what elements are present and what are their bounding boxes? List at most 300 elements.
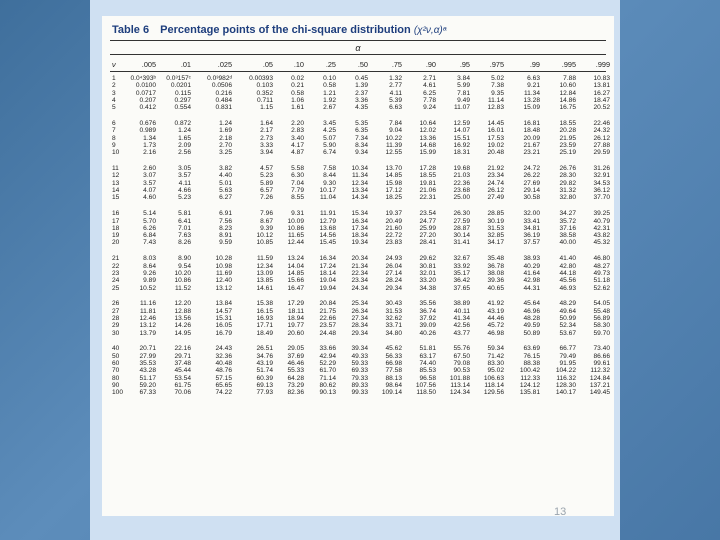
table-cell: 40.29 — [523, 262, 540, 270]
table-cell: 71.14 — [319, 374, 336, 382]
df-cell: 4 — [112, 96, 116, 104]
table-cell: 5.81 — [178, 210, 191, 218]
table-cell: 18.94 — [287, 314, 304, 322]
table-cell: 28.87 — [453, 224, 470, 232]
table-row — [102, 360, 614, 367]
table-cell: 113.14 — [450, 381, 470, 389]
table-cell: 31.41 — [453, 239, 470, 247]
table-cell: 13.34 — [351, 187, 368, 195]
df-cell: 14 — [112, 187, 120, 195]
table-cell: 8.67 — [260, 217, 273, 225]
table-cell: 6.91 — [219, 210, 232, 218]
table-cell: 1.24 — [219, 120, 232, 128]
header-rule — [110, 71, 606, 72]
table-cell: 21.03 — [453, 172, 470, 180]
table-cell: 20.52 — [593, 104, 610, 112]
table-cell: 38.93 — [523, 255, 540, 263]
table-cell: 30.19 — [487, 217, 504, 225]
table-cell: 7.26 — [260, 194, 273, 202]
table-cell: 49.64 — [559, 307, 576, 315]
table-cell: 10.85 — [256, 239, 273, 247]
table-cell: 73.40 — [593, 345, 610, 353]
table-cell: 3.57 — [178, 172, 191, 180]
column-header: .75 — [391, 60, 402, 69]
table-cell: 0.58 — [323, 82, 336, 90]
table-cell: 12.79 — [319, 217, 336, 225]
table-cell: 42.56 — [453, 322, 470, 330]
table-cell: 128.30 — [555, 381, 576, 389]
table-cell: 5.02 — [491, 75, 504, 82]
table-cell: 16.81 — [523, 120, 540, 128]
table-cell: 28.85 — [487, 210, 504, 218]
table-cell: 10.86 — [287, 224, 304, 232]
table-cell: 63.69 — [523, 345, 540, 353]
table-cell: 116.32 — [556, 374, 576, 382]
table-cell: 9.59 — [219, 239, 232, 247]
table-cell: 25.99 — [419, 224, 436, 232]
table-cell: 7.79 — [291, 187, 304, 195]
table-cell: 79.49 — [559, 352, 576, 360]
table-cell: 0.554 — [174, 104, 191, 112]
table-cell: 10.60 — [559, 82, 576, 90]
table-cell: 11.52 — [174, 284, 191, 292]
table-cell: 53.54 — [174, 374, 191, 382]
table-cell: 4.40 — [219, 172, 232, 180]
table-cell: 9.30 — [323, 179, 336, 187]
table-cell: 74.40 — [419, 360, 436, 368]
table-cell: 83.30 — [487, 360, 504, 368]
table-cell: 37.65 — [453, 284, 470, 292]
table-cell: 16.34 — [351, 217, 368, 225]
table-cell: 0.352 — [256, 89, 273, 97]
table-cell: 0.0³157ᶜ — [166, 75, 191, 82]
table-cell: 64.28 — [287, 374, 304, 382]
df-cell: 9 — [112, 141, 116, 149]
table-cell: 35.56 — [419, 300, 436, 308]
df-cell: 3 — [112, 89, 116, 97]
table-cell: 58.30 — [593, 322, 610, 330]
table-row — [102, 104, 614, 111]
table-cell: 29.59 — [593, 149, 610, 157]
table-cell: 0.412 — [139, 104, 156, 112]
table-cell: 67.33 — [139, 389, 156, 397]
table-cell: 18.49 — [256, 329, 273, 337]
table-cell: 52.29 — [319, 360, 336, 368]
df-cell: 29 — [112, 322, 120, 330]
table-cell: 33.66 — [319, 345, 336, 353]
table-cell: 24.48 — [319, 329, 336, 337]
table-cell: 10.20 — [174, 269, 191, 277]
table-cell: 18.55 — [559, 120, 576, 128]
table-cell: 6.25 — [423, 89, 436, 97]
table-cell: 5.89 — [260, 179, 273, 187]
df-cell: 22 — [112, 262, 120, 270]
table-cell: 1.65 — [178, 134, 191, 142]
table-row — [102, 165, 614, 172]
table-cell: 52.34 — [559, 322, 576, 330]
table-cell: 8.64 — [143, 262, 156, 270]
table-cell: 10.83 — [593, 75, 610, 82]
table-cell: 9.39 — [260, 224, 273, 232]
table-cell: 10.12 — [256, 232, 273, 240]
table-cell: 13.79 — [139, 329, 156, 337]
table-cell: 59.20 — [139, 381, 156, 389]
table-cell: 4.60 — [143, 194, 156, 202]
table-cell: 13.68 — [319, 224, 336, 232]
table-cell: 23.54 — [419, 210, 436, 218]
table-cell: 89.33 — [351, 381, 368, 389]
table-cell: 4.07 — [143, 187, 156, 195]
table-cell: 16.01 — [487, 127, 504, 135]
table-cell: 86.66 — [593, 352, 610, 360]
table-cell: 77.58 — [385, 367, 402, 375]
table-cell: 18.47 — [593, 96, 610, 104]
table-cell: 3.33 — [260, 141, 273, 149]
table-cell: 88.38 — [523, 360, 540, 368]
table-cell: 11.91 — [319, 210, 336, 218]
table-cell: 8.90 — [178, 255, 191, 263]
df-header: ν — [112, 60, 116, 69]
table-cell: 23.34 — [351, 277, 368, 285]
table-row — [102, 232, 614, 239]
column-header: .999 — [595, 60, 610, 69]
table-sheet — [102, 16, 614, 516]
table-cell: 15.66 — [287, 277, 304, 285]
table-cell: 40.00 — [559, 239, 576, 247]
table-cell: 34.81 — [523, 224, 540, 232]
table-row — [102, 270, 614, 277]
table-cell: 19.04 — [319, 277, 336, 285]
table-cell: 12.34 — [351, 179, 368, 187]
table-cell: 45.62 — [385, 345, 402, 353]
table-cell: 34.53 — [593, 179, 610, 187]
table-cell: 13.81 — [593, 82, 610, 90]
table-cell: 2.71 — [423, 75, 436, 82]
table-cell: 59.33 — [351, 360, 368, 368]
column-header: .50 — [357, 60, 368, 69]
table-cell: 112.33 — [520, 374, 540, 382]
table-cell: 37.57 — [523, 239, 540, 247]
table-cell: 50.89 — [523, 329, 540, 337]
table-cell: 49.73 — [593, 269, 610, 277]
table-cell: 124.12 — [519, 381, 540, 389]
table-cell: 21.75 — [319, 307, 336, 315]
table-cell: 19.81 — [419, 179, 436, 187]
table-row — [102, 330, 614, 337]
table-cell: 19.68 — [453, 165, 470, 173]
table-cell: 24.43 — [215, 345, 232, 353]
table-cell: 44.18 — [559, 269, 576, 277]
table-cell: 28.41 — [419, 239, 436, 247]
column-header: .99 — [529, 60, 540, 69]
column-header: .005 — [141, 60, 156, 69]
column-header: .95 — [459, 60, 470, 69]
table-cell: 26.12 — [593, 134, 610, 142]
table-cell: 112.32 — [590, 367, 610, 375]
table-cell: 2.20 — [291, 120, 304, 128]
table-cell: 14.68 — [419, 141, 436, 149]
table-cell: 74.22 — [215, 389, 232, 397]
table-cell: 12.88 — [174, 307, 191, 315]
table-cell: 15.34 — [351, 210, 368, 218]
table-cell: 37.92 — [419, 314, 436, 322]
table-cell: 52.62 — [593, 284, 610, 292]
table-cell: 14.95 — [174, 329, 191, 337]
table-cell: 46.98 — [487, 329, 504, 337]
table-cell: 26.22 — [523, 172, 540, 180]
top-rule — [110, 40, 606, 41]
df-cell: 8 — [112, 134, 116, 142]
table-cell: 12.20 — [174, 300, 191, 308]
df-cell: 16 — [112, 210, 120, 218]
table-cell: 55.76 — [453, 345, 470, 353]
table-cell: 7.63 — [178, 232, 191, 240]
page-number: 13 — [554, 506, 567, 518]
table-cell: 14.57 — [215, 307, 232, 315]
table-cell: 46.46 — [287, 360, 304, 368]
table-cell: 41.40 — [559, 255, 576, 263]
table-row — [102, 97, 614, 104]
table-cell: 3.94 — [260, 149, 273, 157]
table-cell: 7.88 — [563, 75, 576, 82]
table-cell: 22.31 — [419, 194, 436, 202]
table-cell: 13.24 — [287, 255, 304, 263]
table-row — [102, 375, 614, 382]
table-cell: 7.56 — [219, 217, 232, 225]
table-cell: 19.94 — [319, 284, 336, 292]
table-cell: 41.64 — [523, 269, 540, 277]
table-cell: 5.07 — [323, 134, 336, 142]
table-cell: 5.39 — [389, 96, 402, 104]
table-cell: 20.09 — [523, 134, 540, 142]
table-cell: 0.0⁴393ᵇ — [130, 75, 156, 82]
table-cell: 95.02 — [487, 367, 504, 375]
table-cell: 70.06 — [174, 389, 191, 397]
column-header: .25 — [325, 60, 336, 69]
table-cell: 30.81 — [419, 262, 436, 270]
table-cell: 2.17 — [260, 127, 273, 135]
table-cell: 137.21 — [589, 381, 610, 389]
table-cell: 15.51 — [453, 134, 470, 142]
table-cell: 16.05 — [215, 322, 232, 330]
table-row — [102, 75, 614, 82]
table-cell: 29.82 — [559, 179, 576, 187]
table-label: Table 6 — [112, 24, 150, 36]
table-cell: 2.70 — [219, 141, 232, 149]
table-cell: 19.37 — [385, 210, 402, 218]
table-cell: 101.88 — [449, 374, 470, 382]
table-cell: 67.50 — [453, 352, 470, 360]
table-cell: 9.89 — [143, 277, 156, 285]
table-cell: 21.67 — [523, 141, 540, 149]
df-cell: 1 — [112, 75, 116, 82]
table-cell: 13.56 — [174, 314, 191, 322]
table-cell: 7.34 — [355, 134, 368, 142]
table-cell: 96.58 — [419, 374, 436, 382]
table-cell: 0.676 — [139, 120, 156, 128]
table-cell: 28.24 — [385, 277, 402, 285]
table-cell: 32.85 — [487, 232, 504, 240]
table-cell: 69.13 — [256, 381, 273, 389]
table-cell: 7.96 — [260, 210, 273, 218]
table-cell: 9.35 — [491, 89, 504, 97]
table-cell: 50.99 — [559, 314, 576, 322]
table-cell: 0.297 — [174, 96, 191, 104]
table-cell: 44.31 — [523, 284, 540, 292]
table-cell: 43.77 — [453, 329, 470, 337]
table-cell: 29.62 — [419, 255, 436, 263]
table-cell: 17.12 — [385, 187, 402, 195]
table-cell: 107.56 — [415, 381, 436, 389]
table-cell: 5.99 — [457, 82, 470, 90]
table-cell: 15.98 — [385, 179, 402, 187]
table-cell: 13.70 — [385, 165, 402, 173]
table-cell: 24.32 — [593, 127, 610, 135]
table-cell: 11.16 — [139, 300, 156, 308]
table-cell: 14.85 — [287, 269, 304, 277]
table-cell: 0.0201 — [170, 82, 191, 90]
table-cell: 6.26 — [143, 224, 156, 232]
table-cell: 15.31 — [215, 314, 232, 322]
table-row — [102, 180, 614, 187]
table-cell: 24.93 — [385, 255, 402, 263]
table-row — [102, 277, 614, 284]
table-cell: 27.69 — [523, 179, 540, 187]
column-header: .025 — [217, 60, 232, 69]
table-cell: 27.49 — [487, 194, 504, 202]
table-cell: 33.20 — [419, 277, 436, 285]
table-cell: 45.56 — [559, 277, 576, 285]
table-cell: 14.86 — [559, 96, 576, 104]
table-cell: 55.48 — [593, 307, 610, 315]
table-cell: 12.34 — [256, 262, 273, 270]
table-cell: 15.09 — [523, 104, 540, 112]
table-row — [102, 225, 614, 232]
table-cell: 14.34 — [351, 194, 368, 202]
table-cell: 2.60 — [143, 165, 156, 173]
table-cell: 44.46 — [487, 314, 504, 322]
table-cell: 4.25 — [323, 127, 336, 135]
table-cell: 5.90 — [323, 141, 336, 149]
table-cell: 20.49 — [385, 217, 402, 225]
table-cell: 10.64 — [419, 120, 436, 128]
table-cell: 22.16 — [174, 345, 191, 353]
table-cell: 34.27 — [559, 210, 576, 218]
table-cell: 77.93 — [256, 389, 273, 397]
table-cell: 4.35 — [355, 104, 368, 112]
table-cell: 45.32 — [593, 239, 610, 247]
table-cell: 5.14 — [143, 210, 156, 218]
table-cell: 11.07 — [453, 104, 470, 112]
table-cell: 36.74 — [419, 307, 436, 315]
table-cell: 3.05 — [178, 165, 191, 173]
table-cell: 13.84 — [215, 300, 232, 308]
table-cell: 1.61 — [291, 104, 304, 112]
table-cell: 24.77 — [419, 217, 436, 225]
table-cell: 8.91 — [219, 232, 232, 240]
table-cell: 17.28 — [419, 165, 436, 173]
table-cell: 55.33 — [287, 367, 304, 375]
table-cell: 3.25 — [219, 149, 232, 157]
table-cell: 129.56 — [483, 389, 504, 397]
table-cell: 31.53 — [385, 307, 402, 315]
table-cell: 23.34 — [487, 172, 504, 180]
table-cell: 1.73 — [143, 141, 156, 149]
table-cell: 17.34 — [351, 224, 368, 232]
table-cell: 24.74 — [487, 179, 504, 187]
table-cell: 25.19 — [559, 149, 576, 157]
df-cell: 7 — [112, 127, 116, 135]
table-row — [102, 300, 614, 307]
table-cell: 38.58 — [559, 232, 576, 240]
table-cell: 32.62 — [385, 314, 402, 322]
table-cell: 38.08 — [487, 269, 504, 277]
table-row — [102, 308, 614, 315]
table-cell: 5.01 — [219, 179, 232, 187]
table-cell: 8.23 — [219, 224, 232, 232]
df-cell: 11 — [112, 165, 119, 173]
table-cell: 79.33 — [351, 374, 368, 382]
table-cell: 0.103 — [256, 82, 273, 90]
table-cell: 35.53 — [139, 360, 156, 368]
table-cell: 30.58 — [523, 194, 540, 202]
table-cell: 29.71 — [174, 352, 191, 360]
table-cell: 0.484 — [215, 96, 232, 104]
table-row — [102, 263, 614, 270]
table-cell: 91.95 — [559, 360, 576, 368]
df-cell: 60 — [112, 360, 120, 368]
table-cell: 3.57 — [143, 179, 156, 187]
table-cell: 0.0³982ᵈ — [207, 75, 232, 82]
column-header: .05 — [262, 60, 273, 69]
table-cell: 11.69 — [215, 269, 232, 277]
table-cell: 29.34 — [351, 329, 368, 337]
df-cell: 70 — [112, 367, 120, 375]
table-cell: 43.19 — [256, 360, 273, 368]
table-cell: 48.76 — [215, 367, 232, 375]
table-cell: 46.93 — [559, 284, 576, 292]
table-cell: 10.09 — [287, 217, 304, 225]
df-cell: 26 — [112, 300, 120, 308]
table-cell: 26.12 — [487, 187, 504, 195]
table-cell: 25.00 — [453, 194, 470, 202]
table-cell: 30.14 — [453, 232, 470, 240]
table-cell: 9.31 — [291, 210, 304, 218]
table-cell: 16.27 — [593, 89, 610, 97]
table-cell: 27.14 — [385, 269, 402, 277]
table-cell: 10.86 — [174, 277, 191, 285]
table-cell: 69.33 — [351, 367, 368, 375]
table-cell: 11.14 — [487, 96, 504, 104]
table-cell: 7.81 — [457, 89, 470, 97]
table-cell: 24.72 — [523, 165, 540, 173]
table-cell: 20.60 — [287, 329, 304, 337]
table-row — [102, 127, 614, 134]
column-header: .975 — [489, 60, 504, 69]
table-cell: 17.71 — [256, 322, 273, 330]
table-cell: 90.13 — [319, 389, 336, 397]
table-cell: 26.51 — [256, 345, 273, 353]
df-cell: 21 — [112, 255, 120, 263]
table-row — [102, 239, 614, 246]
table-cell: 100.42 — [519, 367, 540, 375]
table-cell: 6.35 — [355, 127, 368, 135]
table-cell: 11.04 — [319, 194, 336, 202]
table-cell: 3.84 — [457, 75, 470, 82]
table-title-row — [112, 24, 446, 36]
table-cell: 7.04 — [291, 179, 304, 187]
table-cell: 12.46 — [139, 314, 156, 322]
